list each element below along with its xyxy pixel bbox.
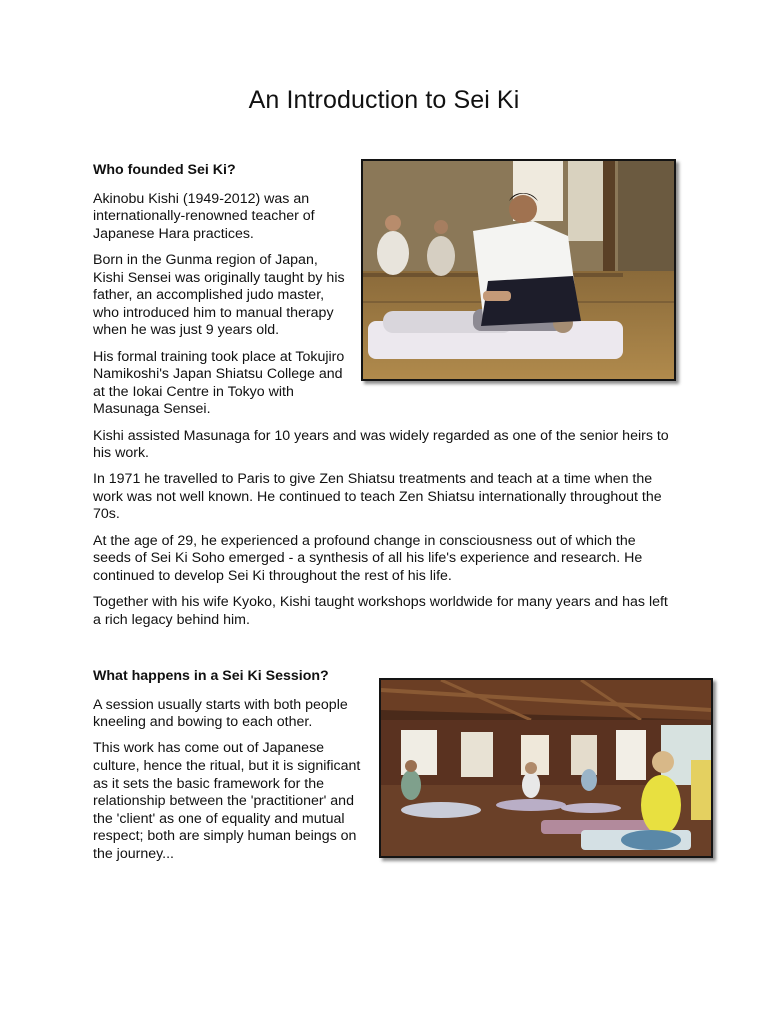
workshop-hall-image: [381, 680, 711, 856]
paragraph: A session usually starts with both people kneeling and bowing to each other.: [93, 696, 348, 731]
photo-kishi-treatment: [361, 159, 676, 381]
paragraph: This work has come out of Japanese culture, hence the ritual, but it is significant as it sets the basic framework for the relationship between the 'practitioner' and the 'client' as one of equality and mutual respect; both are simply human beings on the journey...: [93, 740, 361, 862]
section-founder: [93, 162, 673, 638]
section-heading: Who founded Sei Ki?: [93, 162, 236, 178]
paragraph: Kishi assisted Masunaga for 10 years and was widely regarded as one of the senior heirs to his work.: [93, 427, 669, 462]
paragraph: Akinobu Kishi (1949-2012) was an internationally-renowned teacher of Japanese Hara practices.: [93, 190, 315, 242]
paragraph: At the age of 29, he experienced a profound change in consciousness out of which the seeds of Sei Ki Soho emerged - a synthesis of all his life's experience and research. He continued to develop Sei Ki throughout the rest of his life.: [93, 532, 643, 584]
paragraph: Born in the Gunma region of Japan, Kishi Sensei was originally taught by his father, an accomplished judo master, who introduced him to manual therapy when he was just 9 years old.: [93, 251, 345, 339]
section-session: [93, 668, 673, 872]
section-heading: What happens in a Sei Ki Session?: [93, 668, 329, 684]
photo-workshop-hall: [379, 678, 713, 858]
paragraph: Together with his wife Kyoko, Kishi taught workshops worldwide for many years and has left a rich legacy behind him.: [93, 594, 668, 628]
paragraph: His formal training took place at Tokujiro Namikoshi's Japan Shiatsu College and at the Iokai Centre in Tokyo with Masunaga Sensei.: [93, 348, 345, 418]
paragraph: In 1971 he travelled to Paris to give Zen Shiatsu treatments and teach at a time when the work was not well known. He continued to teach Zen Shiatsu internationally throughout the 70s.: [93, 471, 662, 523]
page-title: An Introduction to Sei Ki: [248, 86, 520, 114]
treatment-room-image: [363, 161, 674, 379]
